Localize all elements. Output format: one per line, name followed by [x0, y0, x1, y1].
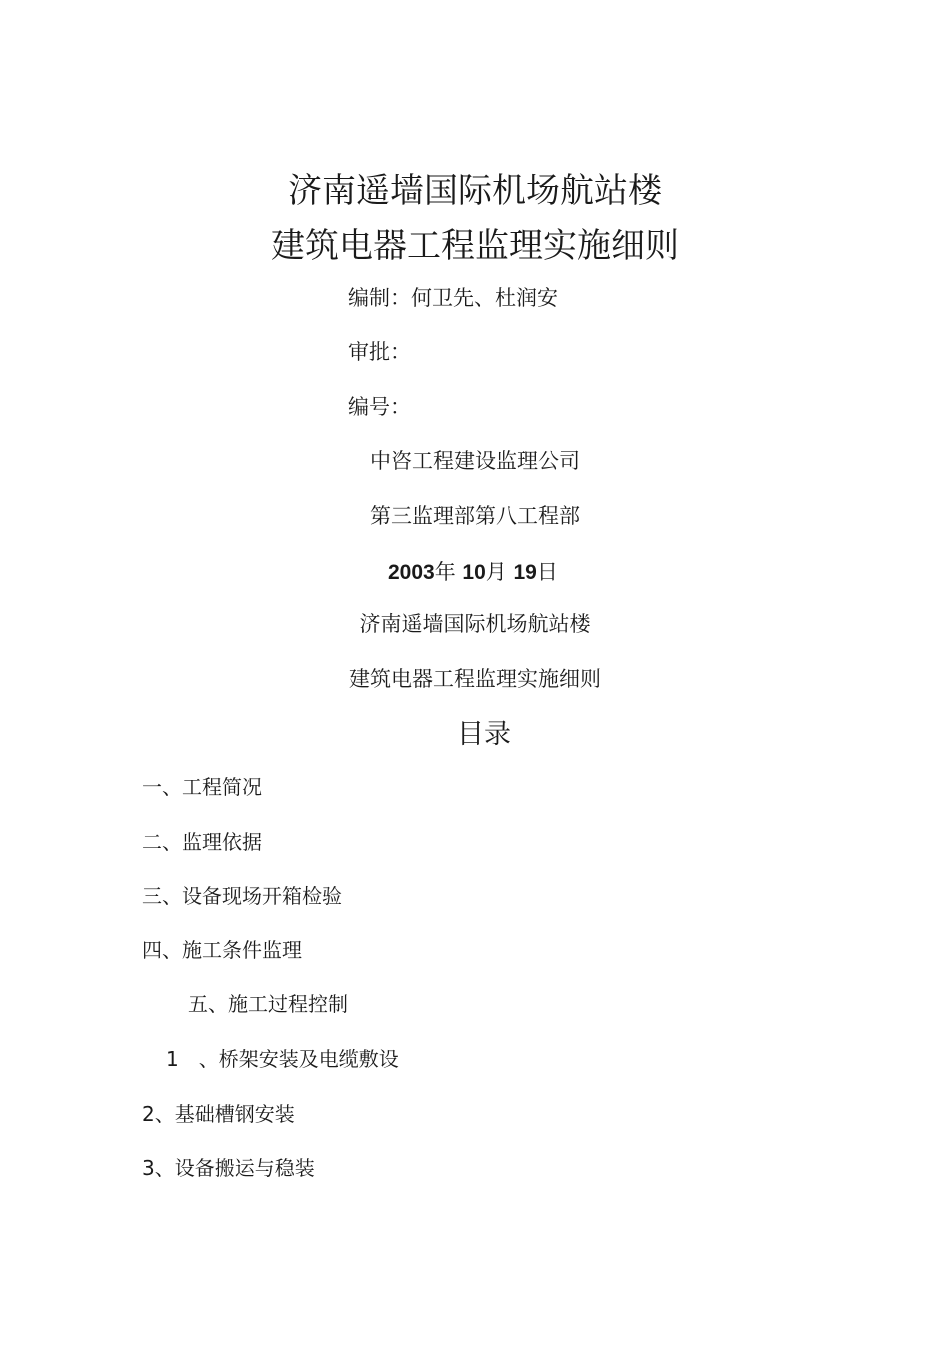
approved-by-field: 审批：	[348, 340, 411, 364]
toc-item: 五、施工过程控制	[188, 992, 348, 1016]
toc-item: 四、施工条件监理	[142, 938, 302, 962]
toc-item: 2、基础槽钢安装	[142, 1102, 295, 1126]
date-year-unit: 年	[434, 560, 456, 584]
date-month-unit: 月	[485, 560, 507, 584]
department-name: 第三监理部第八工程部	[370, 504, 580, 528]
date-year: 2003	[388, 561, 435, 584]
document-title-line-2: 建筑电器工程监理实施细则	[271, 226, 679, 266]
toc-heading: 目录	[457, 719, 511, 750]
toc-item: 一、工程简况	[142, 775, 262, 799]
document-date	[388, 562, 558, 583]
toc-item: 1 、桥架安装及电缆敷设	[166, 1047, 399, 1071]
compiled-by-field: 编制：何卫先、杜润安	[348, 286, 558, 310]
date-day-unit: 日	[536, 560, 558, 584]
date-month: 10	[462, 561, 486, 584]
toc-item: 二、监理依据	[142, 830, 262, 854]
subtitle-line-2: 建筑电器工程监理实施细则	[349, 667, 601, 691]
document-title-line-1: 济南遥墙国际机场航站楼	[288, 171, 662, 211]
subtitle-line-1: 济南遥墙国际机场航站楼	[359, 612, 591, 636]
toc-item: 三、设备现场开箱检验	[142, 884, 342, 908]
company-name: 中咨工程建设监理公司	[370, 449, 580, 473]
toc-item: 3、设备搬运与稳装	[142, 1156, 315, 1180]
date-day: 19	[513, 561, 537, 584]
document-number-field: 编号：	[348, 395, 411, 419]
